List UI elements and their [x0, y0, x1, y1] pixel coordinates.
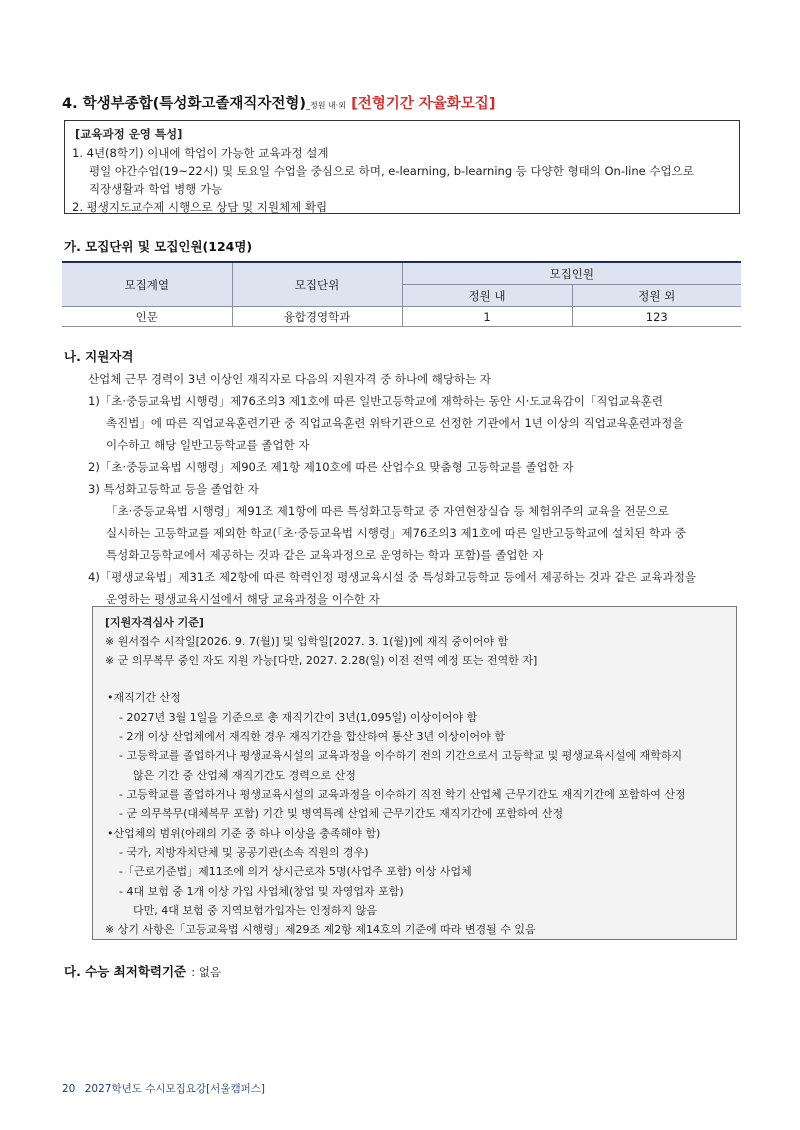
footer-text: 2027학년도 수시모집요강[서울캠퍼스] [84, 1083, 265, 1095]
course-feature-line: 1. 4년(8학기) 이내에 학업이 가능한 교육과정 설계 [72, 146, 329, 160]
course-feature-line: 직장생활과 학업 병행 가능 [89, 182, 223, 196]
recruitment-heading: 가. 모집단위 및 모집인원(124명) [64, 239, 253, 254]
col-header-in: 정원 내 [402, 285, 572, 307]
section-title-main: 4. 학생부종합(특성화고졸재직자전형) [62, 96, 307, 112]
page-number: 20 [62, 1083, 76, 1095]
review-line: - 고등학교를 졸업하거나 평생교육시설의 교육과정을 이수하기 전의 기간으로서 고등학교 및 평생교육시설에 재학하지 [119, 749, 683, 762]
review-line: - 2개 이상 산업체에서 재직한 경우 재직기간을 합산하여 통산 3년 이상이어야 함 [119, 730, 505, 743]
review-line: - 4대 보험 중 1개 이상 가입 사업체(창업 및 자영업자 포함) [119, 885, 404, 898]
section-title [62, 92, 495, 113]
csat-heading: 다. 수능 최저학력기준 [64, 964, 187, 979]
qualification-line: 2)「초·중등교육법 시행령」제90조 제1항 제10호에 따른 산업수요 맞춤형 고등학교를 졸업한 자 [88, 460, 574, 474]
review-heading: [지원자격심사 기준] [105, 616, 204, 629]
recruitment-table [62, 261, 741, 327]
review-line: 다만, 4대 보험 중 지역보험가입자는 인정하지 않음 [133, 904, 377, 917]
csat-row [64, 961, 221, 980]
review-line: - 2027년 3월 1일을 기준으로 총 재직기간이 3년(1,095일) 이상이어야 함 [119, 711, 478, 724]
review-criteria-box [92, 606, 737, 940]
col-header-quota: 모집인원 [402, 262, 741, 285]
qualification-line: 3) 특성화고등학교 등을 졸업한 자 [88, 482, 259, 496]
cell-out: 123 [572, 307, 741, 327]
review-note: ※ 군 의무복무 중인 자도 지원 가능[다만, 2027. 2.28(일) 이전 전역 예정 또는 전역한 자] [105, 654, 538, 667]
review-line: •재직기간 산정 [107, 691, 181, 704]
review-line: ※ 상기 사항은「고등교육법 시행령」제29조 제2항 제14호의 기준에 따라 변경될 수 있음 [105, 923, 536, 936]
qualification-line: 실시하는 고등학교를 제외한 학교(「초·중등교육법 시행령」제76조의3 제1호에 따른 일반고등학교에 설치된 학과 중 [106, 526, 687, 540]
cell-field: 인문 [62, 307, 232, 327]
section-title-period: [전형기간 자율화모집] [351, 96, 496, 112]
review-line: - 국가, 지방자치단체 및 공공기관(소속 직원의 경우) [119, 846, 369, 859]
col-header-field: 모집계열 [62, 262, 232, 307]
review-line: •산업체의 범위(아래의 기준 중 하나 이상을 충족해야 함) [107, 827, 381, 840]
qualification-line: 「초·중등교육법 시행령」제91조 제1항에 따른 특성화고등학교 중 자연현장실습 등 체험위주의 교육을 전문으로 [106, 504, 669, 518]
review-note: ※ 원서접수 시작일[2026. 9. 7(월)] 및 입학일[2027. 3. 1(월)]에 재직 중이어야 함 [105, 635, 509, 648]
qualification-heading: 나. 지원자격 [64, 349, 134, 364]
cell-unit: 융합경영학과 [232, 307, 402, 327]
qualification-line: 산업체 근무 경력이 3년 이상인 재직자로 다음의 지원자격 중 하나에 해당하는 자 [88, 372, 492, 386]
qualification-line: 촉진법」에 따른 직업교육훈련기관 중 직업교육훈련 위탁기관으로 선정한 기관에서 1년 이상의 직업교육훈련과정을 [106, 416, 684, 430]
cell-in: 1 [402, 307, 572, 327]
review-line: 않은 기간 중 산업체 재직기간도 경력으로 산정 [133, 769, 356, 782]
review-line: -「근로기준법」제11조에 의거 상시근로자 5명(사업주 포함) 이상 사업체 [119, 865, 472, 878]
course-feature-line: 2. 평생지도교수제 시행으로 상담 및 지원체제 확립 [72, 200, 328, 214]
page-footer [62, 1081, 265, 1096]
review-line: - 군 의무복무(대체복무 포함) 기간 및 병역특례 산업체 근무기간도 재직기간에 포함하여 산정 [119, 807, 564, 820]
course-features-heading: [교육과정 운영 특성] [75, 127, 183, 141]
course-features-box [64, 120, 740, 214]
course-feature-line: 평일 야간수업(19~22시) 및 토요일 수업을 중심으로 하며, e-learning, b-learning 등 다양한 형태의 On-line 수업으로 [89, 164, 694, 178]
table-row [62, 307, 741, 327]
qualification-line: 4)「평생교육법」제31조 제2항에 따른 학력인정 평생교육시설 중 특성화고등학교 등에서 제공하는 것과 같은 교육과정을 [88, 570, 696, 584]
col-header-out: 정원 외 [572, 285, 741, 307]
col-header-unit: 모집단위 [232, 262, 402, 307]
section-title-small: _정원 내·외 [306, 101, 347, 110]
qualification-line: 특성화고등학교에서 제공하는 것과 같은 교육과정으로 운영하는 학과 포함)를 졸업한 자 [106, 548, 544, 562]
csat-value: : 없음 [191, 965, 221, 979]
qualification-line: 이수하고 해당 일반고등학교를 졸업한 자 [106, 438, 310, 452]
qualification-line: 1)「초·중등교육법 시행령」제76조의3 제1호에 따른 일반고등학교에 재학하는 동안 시·도교육감이「직업교육훈련 [88, 394, 664, 408]
review-line: - 고등학교를 졸업하거나 평생교육시설의 교육과정을 이수하기 직전 학기 산업체 근무기간도 재직기간에 포함하여 산정 [119, 788, 686, 801]
qualification-line: 운영하는 평생교육시설에서 해당 교육과정을 이수한 자 [106, 592, 380, 606]
